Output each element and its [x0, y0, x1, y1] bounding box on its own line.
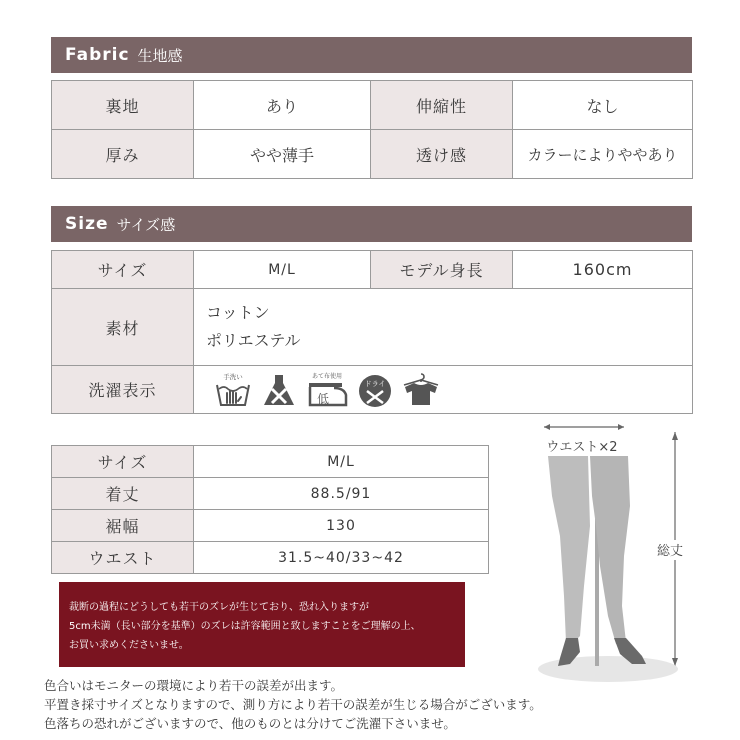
table-row — [52, 446, 489, 478]
size-label: サイズ — [52, 251, 194, 289]
svg-text:ドライ: ドライ — [364, 379, 386, 388]
table-row — [52, 478, 489, 510]
dry-clean-no-icon — [356, 371, 394, 409]
mannequin-figure — [530, 416, 700, 688]
measure-label: サイズ — [52, 446, 194, 478]
wash-label: 洗濯表示 — [52, 366, 194, 414]
fabric-title-jp: 生地感 — [137, 46, 183, 65]
hand-wash-icon — [214, 371, 252, 409]
measure-table — [51, 445, 489, 574]
waist-label: ウエスト×2 — [546, 440, 618, 455]
no-bleach-icon — [260, 371, 298, 409]
model-height-label: モデル身長 — [371, 251, 513, 289]
measure-value: 130 — [194, 510, 489, 542]
size-table — [51, 250, 693, 414]
size-title-jp: サイズ感 — [116, 215, 176, 234]
fabric-value: カラーによりややあり — [513, 130, 693, 179]
measure-label: ウエスト — [52, 542, 194, 574]
table-row — [52, 542, 489, 574]
fabric-value: やや薄手 — [194, 130, 371, 179]
fabric-key: 伸縮性 — [371, 81, 513, 130]
length-label: 総丈 — [656, 544, 684, 559]
material-item: ポリエステル — [206, 331, 301, 350]
notes — [44, 676, 542, 733]
material-item: コットン — [206, 303, 270, 322]
fabric-key: 透け感 — [371, 130, 513, 179]
fabric-table — [51, 80, 693, 179]
wash-icons — [194, 366, 693, 414]
size-header — [51, 206, 692, 242]
note-line: 色合いはモニターの環境により若干の誤差が出ます。 — [44, 678, 344, 693]
hang-dry-icon — [402, 371, 440, 409]
table-row — [52, 251, 693, 289]
material-label: 素材 — [52, 289, 194, 366]
notice-line: 5cm未満（長い部分を基準）のズレは許容範囲と致しますことをご理解の上、 — [69, 621, 421, 632]
fabric-title-en: Fabric — [65, 45, 130, 65]
table-row — [52, 366, 693, 414]
fabric-key: 裏地 — [52, 81, 194, 130]
table-row — [52, 81, 693, 130]
size-value: M/L — [194, 251, 371, 289]
measure-value: 31.5~40/33~42 — [194, 542, 489, 574]
material-values — [194, 289, 693, 366]
size-title-en: Size — [65, 214, 109, 234]
note-line: 色落ちの恐れがございますので、他のものとは分けてご洗濯下さいませ。 — [44, 716, 456, 731]
measure-label: 着丈 — [52, 478, 194, 510]
notice-box — [59, 582, 465, 667]
svg-text:手洗い: 手洗い — [223, 372, 243, 381]
fabric-value: なし — [513, 81, 693, 130]
table-row — [52, 289, 693, 366]
fabric-key: 厚み — [52, 130, 194, 179]
iron-low-icon — [306, 371, 348, 409]
fabric-value: あり — [194, 81, 371, 130]
svg-text:低: 低 — [316, 391, 330, 406]
measure-label: 裾幅 — [52, 510, 194, 542]
fabric-header — [51, 37, 692, 73]
notice-line: お買い求めくださいませ。 — [69, 640, 189, 651]
measure-value: 88.5/91 — [194, 478, 489, 510]
notice-line: 裁断の過程にどうしても若干のズレが生じており、恐れ入りますが — [69, 602, 369, 613]
svg-text:あて布使用: あて布使用 — [311, 372, 343, 380]
table-row — [52, 510, 489, 542]
note-line: 平置き採寸サイズとなりますので、測り方により若干の誤差が生じる場合がございます。 — [44, 697, 542, 712]
measure-value: M/L — [194, 446, 489, 478]
model-height-value: 160cm — [513, 251, 693, 289]
table-row — [52, 130, 693, 179]
